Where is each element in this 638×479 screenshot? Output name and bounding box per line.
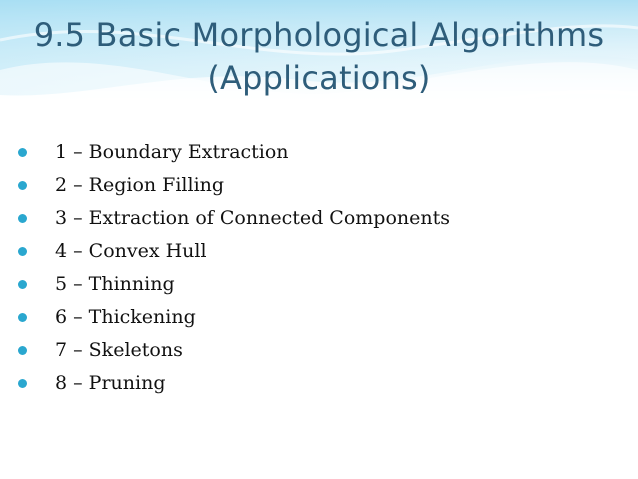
bullet-text: 1 – Boundary Extraction <box>55 141 289 163</box>
bullet-item <box>18 334 450 367</box>
bullet-text: 6 – Thickening <box>55 306 196 328</box>
bullet-text: 5 – Thinning <box>55 273 175 295</box>
bullet-item <box>18 301 450 334</box>
slide-title-line-2: (Applications) <box>207 59 431 97</box>
bullet-item <box>18 136 450 169</box>
bullet-text: 2 – Region Filling <box>55 174 225 196</box>
slide-title <box>0 14 638 100</box>
bullet-item <box>18 202 450 235</box>
bullet-dot-icon <box>18 247 27 256</box>
bullet-item <box>18 235 450 268</box>
bullet-list <box>18 136 450 400</box>
bullet-dot-icon <box>18 280 27 289</box>
bullet-dot-icon <box>18 214 27 223</box>
bullet-item <box>18 268 450 301</box>
bullet-dot-icon <box>18 181 27 190</box>
bullet-dot-icon <box>18 346 27 355</box>
bullet-dot-icon <box>18 313 27 322</box>
bullet-text: 4 – Convex Hull <box>55 240 207 262</box>
bullet-text: 8 – Pruning <box>55 372 166 394</box>
slide-title-line-1: 9.5 Basic Morphological Algorithms <box>33 16 605 54</box>
bullet-item <box>18 169 450 202</box>
bullet-text: 3 – Extraction of Connected Components <box>55 207 450 229</box>
bullet-dot-icon <box>18 379 27 388</box>
bullet-text: 7 – Skeletons <box>55 339 183 361</box>
bullet-item <box>18 367 450 400</box>
bullet-dot-icon <box>18 148 27 157</box>
